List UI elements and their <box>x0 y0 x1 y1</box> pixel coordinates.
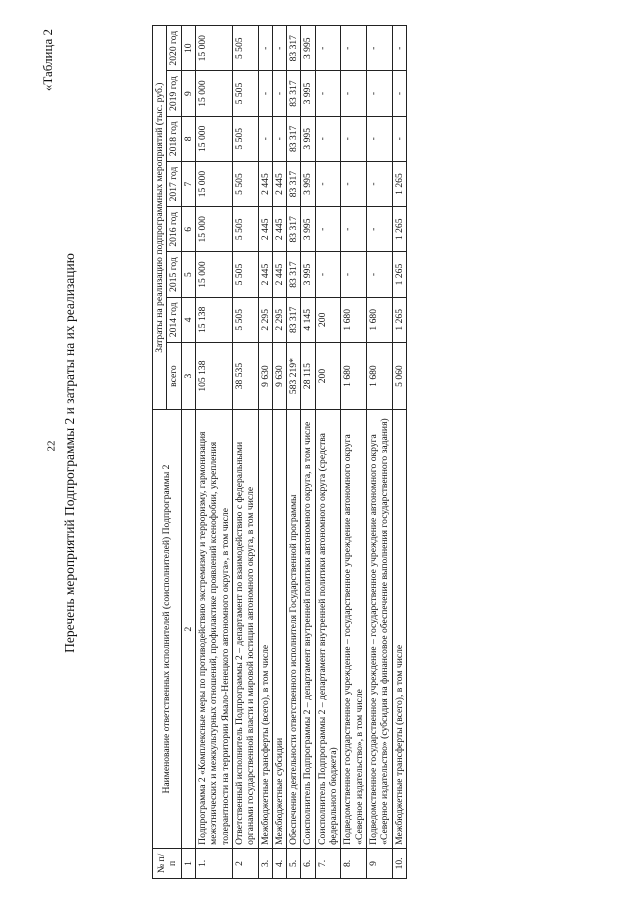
row-value: 5 060 <box>392 342 406 409</box>
row-value: - <box>258 70 272 115</box>
row-name: Подведомственное государственное учреждение – государственное учреждение автономного округа «Северное издательство» (субсидия на финансовое обеспечение выполнения государственного задания) <box>367 409 393 848</box>
row-value: - <box>367 251 393 296</box>
column-number: 5 <box>181 251 195 296</box>
row-value: 1 265 <box>392 251 406 296</box>
row-value: - <box>341 206 367 251</box>
header-year: 2014 год <box>167 297 181 342</box>
row-value: 1 265 <box>392 161 406 206</box>
row-value: - <box>341 116 367 161</box>
header-num: № п/п <box>153 848 182 878</box>
row-value: - <box>367 161 393 206</box>
column-number: 9 <box>181 70 195 115</box>
table-label: «Таблица 2 <box>40 28 55 91</box>
row-value: 15 000 <box>195 116 232 161</box>
header-year: 2018 год <box>167 116 181 161</box>
row-value: 3 995 <box>301 251 315 296</box>
document-title: Перечень мероприятий Подпрограммы 2 и затраты на их реализацию <box>62 252 77 653</box>
row-value: 3 995 <box>301 116 315 161</box>
row-value: - <box>367 206 393 251</box>
row-name: Подведомственное государственное учреждение – государственное учреждение автономного округа «Северное издательство», в том числе <box>341 409 367 848</box>
row-number: 1. <box>195 848 232 878</box>
row-value: 1 680 <box>341 297 367 342</box>
row-value: - <box>315 206 341 251</box>
row-number: 7. <box>315 848 341 878</box>
row-value: 3 995 <box>301 70 315 115</box>
table-row <box>195 25 232 878</box>
row-value: 83 317 <box>287 25 301 70</box>
rotated-page <box>40 23 600 883</box>
row-value: 1 265 <box>392 297 406 342</box>
row-value: - <box>315 116 341 161</box>
header-year: 2016 год <box>167 206 181 251</box>
row-value: 5 505 <box>232 70 258 115</box>
row-value: 83 317 <box>287 297 301 342</box>
row-name: Межбюджетные субсидии <box>272 409 286 848</box>
table-row <box>315 25 341 878</box>
row-name: Межбюджетные трансферты (всего), в том числе <box>392 409 406 848</box>
table-row <box>392 25 406 878</box>
row-number: 9 <box>367 848 393 878</box>
row-value: - <box>315 161 341 206</box>
row-value: 5 505 <box>232 251 258 296</box>
row-value: 2 445 <box>272 251 286 296</box>
row-value: 83 317 <box>287 161 301 206</box>
row-number: 5. <box>287 848 301 878</box>
row-value: - <box>258 116 272 161</box>
column-number: 8 <box>181 116 195 161</box>
row-value: 83 317 <box>287 206 301 251</box>
header-year: 2019 год <box>167 70 181 115</box>
header-year: 2017 год <box>167 161 181 206</box>
row-value: 5 505 <box>232 297 258 342</box>
row-value: - <box>341 161 367 206</box>
row-value: 3 995 <box>301 25 315 70</box>
row-value: 83 317 <box>287 251 301 296</box>
row-value: - <box>392 25 406 70</box>
row-value: 5 505 <box>232 25 258 70</box>
row-value: 1 680 <box>367 342 393 409</box>
header-name: Наименование ответственных исполнителей (соисполнителей) Подпрограммы 2 <box>153 409 182 848</box>
row-number: 6. <box>301 848 315 878</box>
row-value: - <box>315 25 341 70</box>
row-value: 1 265 <box>392 206 406 251</box>
row-value: - <box>367 25 393 70</box>
row-value: 9 630 <box>272 342 286 409</box>
row-value: - <box>315 70 341 115</box>
column-number: 3 <box>181 342 195 409</box>
row-value: 1 680 <box>367 297 393 342</box>
row-number: 8. <box>341 848 367 878</box>
row-name: Соисполнитель Подпрограммы 2 – департамент внутренней политики автономного округа (средства федерального бюджета) <box>315 409 341 848</box>
row-value: 9 630 <box>258 342 272 409</box>
table-row <box>272 25 286 878</box>
row-value: - <box>272 116 286 161</box>
row-number: 4. <box>272 848 286 878</box>
page-number: 22 <box>45 440 58 452</box>
row-value: - <box>258 25 272 70</box>
column-number: 7 <box>181 161 195 206</box>
row-name: Подпрограмма 2 «Комплексные меры по противодействию экстремизму и терроризму, гармонизация межэтнических и межкультурных отношений, профилактике проявлений ксенофобии, укрепления толерантности на территории Ямало-Ненецкого автономного округа», в том числе <box>195 409 232 848</box>
row-number: 10. <box>392 848 406 878</box>
table-row <box>287 25 301 878</box>
row-value: 200 <box>315 342 341 409</box>
header-total: всего <box>167 342 181 409</box>
row-value: 15 000 <box>195 206 232 251</box>
row-name: Межбюджетные трансферты (всего), в том числе <box>258 409 272 848</box>
row-value: 3 995 <box>301 206 315 251</box>
row-value: 105 138 <box>195 342 232 409</box>
table-row <box>232 25 258 878</box>
column-number: 2 <box>181 409 195 848</box>
row-number: 3. <box>258 848 272 878</box>
row-value: 5 505 <box>232 161 258 206</box>
header-costs-group: Затраты на реализацию подпрограммных мероприятий (тыс. руб.) <box>153 25 167 409</box>
row-name: Соисполнитель Подпрограммы 2 – департамент внутренней политики автономного округа, в том числе <box>301 409 315 848</box>
row-value: 3 995 <box>301 161 315 206</box>
table-row <box>301 25 315 878</box>
row-value: 1 680 <box>341 342 367 409</box>
row-value: 38 535 <box>232 342 258 409</box>
row-value: 15 138 <box>195 297 232 342</box>
row-value: - <box>367 116 393 161</box>
column-number: 1 <box>181 848 195 878</box>
column-number: 10 <box>181 25 195 70</box>
row-number: 2 <box>232 848 258 878</box>
row-value: 2 445 <box>258 206 272 251</box>
row-value: - <box>392 116 406 161</box>
header-year: 2020 год <box>167 25 181 70</box>
header-year: 2015 год <box>167 251 181 296</box>
table-row <box>341 25 367 878</box>
row-value: 5 505 <box>232 116 258 161</box>
row-value: 2 445 <box>272 206 286 251</box>
row-value: 83 317 <box>287 70 301 115</box>
column-numbers-row <box>181 25 195 878</box>
row-value: - <box>392 70 406 115</box>
row-value: 15 000 <box>195 251 232 296</box>
row-value: - <box>341 251 367 296</box>
column-number: 4 <box>181 297 195 342</box>
row-value: 15 000 <box>195 25 232 70</box>
row-value: - <box>341 70 367 115</box>
row-value: - <box>272 70 286 115</box>
header-row-1 <box>153 25 167 878</box>
row-value: 15 000 <box>195 70 232 115</box>
row-value: 4 145 <box>301 297 315 342</box>
row-value: 583 219* <box>287 342 301 409</box>
row-value: 200 <box>315 297 341 342</box>
measures-table <box>152 25 407 879</box>
column-number: 6 <box>181 206 195 251</box>
row-value: 28 115 <box>301 342 315 409</box>
table-row <box>258 25 272 878</box>
row-name: Обеспечение деятельности ответственного исполнителя Государственной программы <box>287 409 301 848</box>
row-value: - <box>341 25 367 70</box>
row-value: 2 445 <box>272 161 286 206</box>
row-value: 2 445 <box>258 161 272 206</box>
row-value: 2 445 <box>258 251 272 296</box>
row-value: 5 505 <box>232 206 258 251</box>
row-value: - <box>272 25 286 70</box>
row-value: - <box>367 70 393 115</box>
table-row <box>367 25 393 878</box>
row-value: 83 317 <box>287 116 301 161</box>
row-name: Ответственный исполнитель Подпрограммы 2 – департамент по взаимодействию с федеральными органами государственной власти и мировой юстиции автономного округа, в том числе <box>232 409 258 848</box>
row-value: 2 295 <box>272 297 286 342</box>
row-value: 15 000 <box>195 161 232 206</box>
row-value: 2 295 <box>258 297 272 342</box>
row-value: - <box>315 251 341 296</box>
